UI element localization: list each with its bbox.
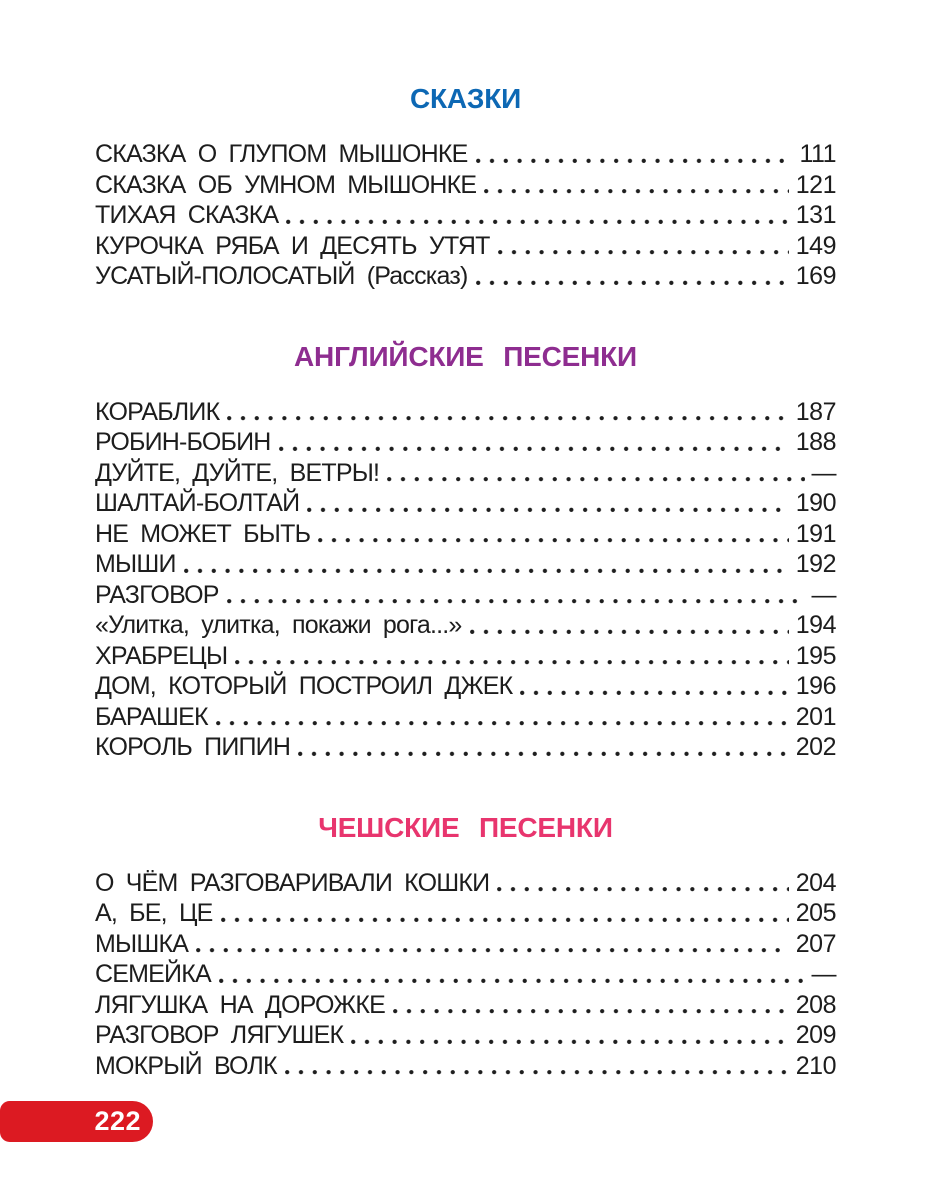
entry-title: БАРАШЕК bbox=[95, 702, 208, 731]
dot-leader bbox=[219, 959, 805, 990]
entry-title: КОРОЛЬ ПИПИН bbox=[95, 733, 291, 761]
entry-title: МЫШИ bbox=[95, 550, 176, 578]
entry-page-number: 111 bbox=[799, 140, 836, 168]
dot-leader bbox=[318, 519, 789, 550]
toc-entry bbox=[95, 898, 836, 929]
dot-leader bbox=[476, 261, 789, 292]
entry-title: ТИХАЯ СКАЗКА bbox=[95, 201, 279, 229]
toc-section bbox=[95, 340, 836, 763]
dot-leader bbox=[387, 458, 804, 489]
entry-page-number: 207 bbox=[795, 929, 836, 958]
toc-entry bbox=[95, 580, 836, 611]
entry-title: СКАЗКА О ГЛУПОМ МЫШОНКЕ bbox=[95, 140, 468, 168]
entry-page-number: 169 bbox=[795, 262, 836, 290]
entry-title: КОРАБЛИК bbox=[95, 397, 220, 426]
dot-leader bbox=[235, 641, 788, 672]
entry-page-number: — bbox=[811, 458, 836, 487]
toc-entry bbox=[95, 261, 836, 292]
entry-title: СЕМЕЙКА bbox=[95, 960, 211, 988]
toc-entry bbox=[95, 549, 836, 580]
entry-title: МЫШКА bbox=[95, 929, 189, 958]
entry-title: КУРОЧКА РЯБА И ДЕСЯТЬ УТЯТ bbox=[95, 231, 490, 260]
dot-leader bbox=[476, 139, 793, 170]
entry-page-number: 191 bbox=[795, 519, 836, 548]
entry-page-number: 149 bbox=[795, 231, 836, 260]
dot-leader bbox=[285, 1051, 789, 1082]
toc-list bbox=[95, 139, 836, 292]
entry-page-number: 195 bbox=[795, 641, 836, 670]
dot-leader bbox=[184, 549, 789, 580]
entry-title: МОКРЫЙ ВОЛК bbox=[95, 1051, 277, 1080]
dot-leader bbox=[470, 610, 789, 641]
dot-leader bbox=[196, 929, 789, 960]
toc-section bbox=[95, 811, 836, 1082]
entry-page-number: 202 bbox=[795, 733, 836, 761]
toc-entry bbox=[95, 427, 836, 458]
toc-entry bbox=[95, 1020, 836, 1051]
entry-title: ДУЙТЕ, ДУЙТЕ, ВЕТРЫ! bbox=[95, 458, 380, 487]
entry-title: О ЧЁМ РАЗГОВАРИВАЛИ КОШКИ bbox=[95, 868, 490, 897]
entry-title: РАЗГОВОР bbox=[95, 580, 219, 609]
dot-leader bbox=[227, 580, 805, 611]
dot-leader bbox=[279, 427, 789, 458]
dot-leader bbox=[498, 231, 789, 262]
page-number-badge: 222 bbox=[0, 1101, 153, 1142]
toc-entry bbox=[95, 929, 836, 960]
entry-title: РОБИН-БОБИН bbox=[95, 428, 271, 456]
dot-leader bbox=[227, 397, 788, 428]
entry-title: УСАТЫЙ-ПОЛОСАТЫЙ (Рассказ) bbox=[95, 262, 468, 290]
toc-list bbox=[95, 397, 836, 763]
dot-leader bbox=[497, 868, 788, 899]
entry-page-number: 194 bbox=[795, 611, 836, 639]
entry-page-number: 201 bbox=[795, 702, 836, 731]
dot-leader bbox=[286, 200, 788, 231]
entry-page-number: 188 bbox=[795, 428, 836, 456]
toc-entry bbox=[95, 671, 836, 702]
dot-leader bbox=[393, 990, 789, 1021]
entry-title: РАЗГОВОР ЛЯГУШЕК bbox=[95, 1021, 344, 1049]
toc-entry bbox=[95, 397, 836, 428]
entry-page-number: 209 bbox=[795, 1021, 836, 1049]
section-title: АНГЛИЙСКИЕ ПЕСЕНКИ bbox=[294, 340, 637, 372]
dot-leader bbox=[484, 170, 789, 201]
toc-entry bbox=[95, 610, 836, 641]
entry-title: ЛЯГУШКА НА ДОРОЖКЕ bbox=[95, 990, 385, 1019]
entry-page-number: 208 bbox=[795, 990, 836, 1019]
entry-title: «Улитка, улитка, покажи рога...» bbox=[95, 611, 462, 639]
toc-entry bbox=[95, 139, 836, 170]
entry-page-number: 190 bbox=[795, 489, 836, 517]
entry-page-number: 205 bbox=[795, 899, 836, 927]
entry-title: ШАЛТАЙ-БОЛТАЙ bbox=[95, 489, 300, 517]
dot-leader bbox=[351, 1020, 789, 1051]
entry-page-number: 204 bbox=[795, 868, 836, 897]
toc-entry bbox=[95, 732, 836, 763]
toc-entry bbox=[95, 231, 836, 262]
dot-leader bbox=[298, 732, 789, 763]
toc-entry bbox=[95, 458, 836, 489]
toc-entry bbox=[95, 641, 836, 672]
entry-page-number: — bbox=[811, 960, 836, 988]
toc-entry bbox=[95, 959, 836, 990]
entry-page-number: 192 bbox=[795, 550, 836, 578]
entry-page-number: 121 bbox=[795, 170, 836, 199]
toc-entry bbox=[95, 702, 836, 733]
entry-title: А, БЕ, ЦЕ bbox=[95, 899, 213, 927]
toc-entry bbox=[95, 1051, 836, 1082]
entry-page-number: 131 bbox=[795, 201, 836, 229]
toc-entry bbox=[95, 488, 836, 519]
entry-page-number: — bbox=[811, 580, 836, 609]
toc-entry bbox=[95, 868, 836, 899]
section-title: СКАЗКИ bbox=[409, 83, 522, 114]
toc-entry bbox=[95, 200, 836, 231]
entry-page-number: 196 bbox=[795, 672, 836, 700]
toc-list bbox=[95, 868, 836, 1082]
toc-entry bbox=[95, 990, 836, 1021]
dot-leader bbox=[221, 898, 789, 929]
entry-page-number: 210 bbox=[795, 1051, 836, 1080]
entry-title: СКАЗКА ОБ УМНОМ МЫШОНКЕ bbox=[95, 170, 477, 199]
toc-section bbox=[95, 82, 836, 292]
entry-title: НЕ МОЖЕТ БЫТЬ bbox=[95, 519, 311, 548]
entry-title: ДОМ, КОТОРЫЙ ПОСТРОИЛ ДЖЕК bbox=[95, 672, 513, 700]
toc-entry bbox=[95, 170, 836, 201]
entry-title: ХРАБРЕЦЫ bbox=[95, 641, 228, 670]
toc-entry bbox=[95, 519, 836, 550]
dot-leader bbox=[520, 671, 788, 702]
entry-page-number: 187 bbox=[795, 397, 836, 426]
dot-leader bbox=[307, 488, 788, 519]
section-title: ЧЕШСКИЕ ПЕСЕНКИ bbox=[318, 811, 613, 843]
dot-leader bbox=[216, 702, 789, 733]
